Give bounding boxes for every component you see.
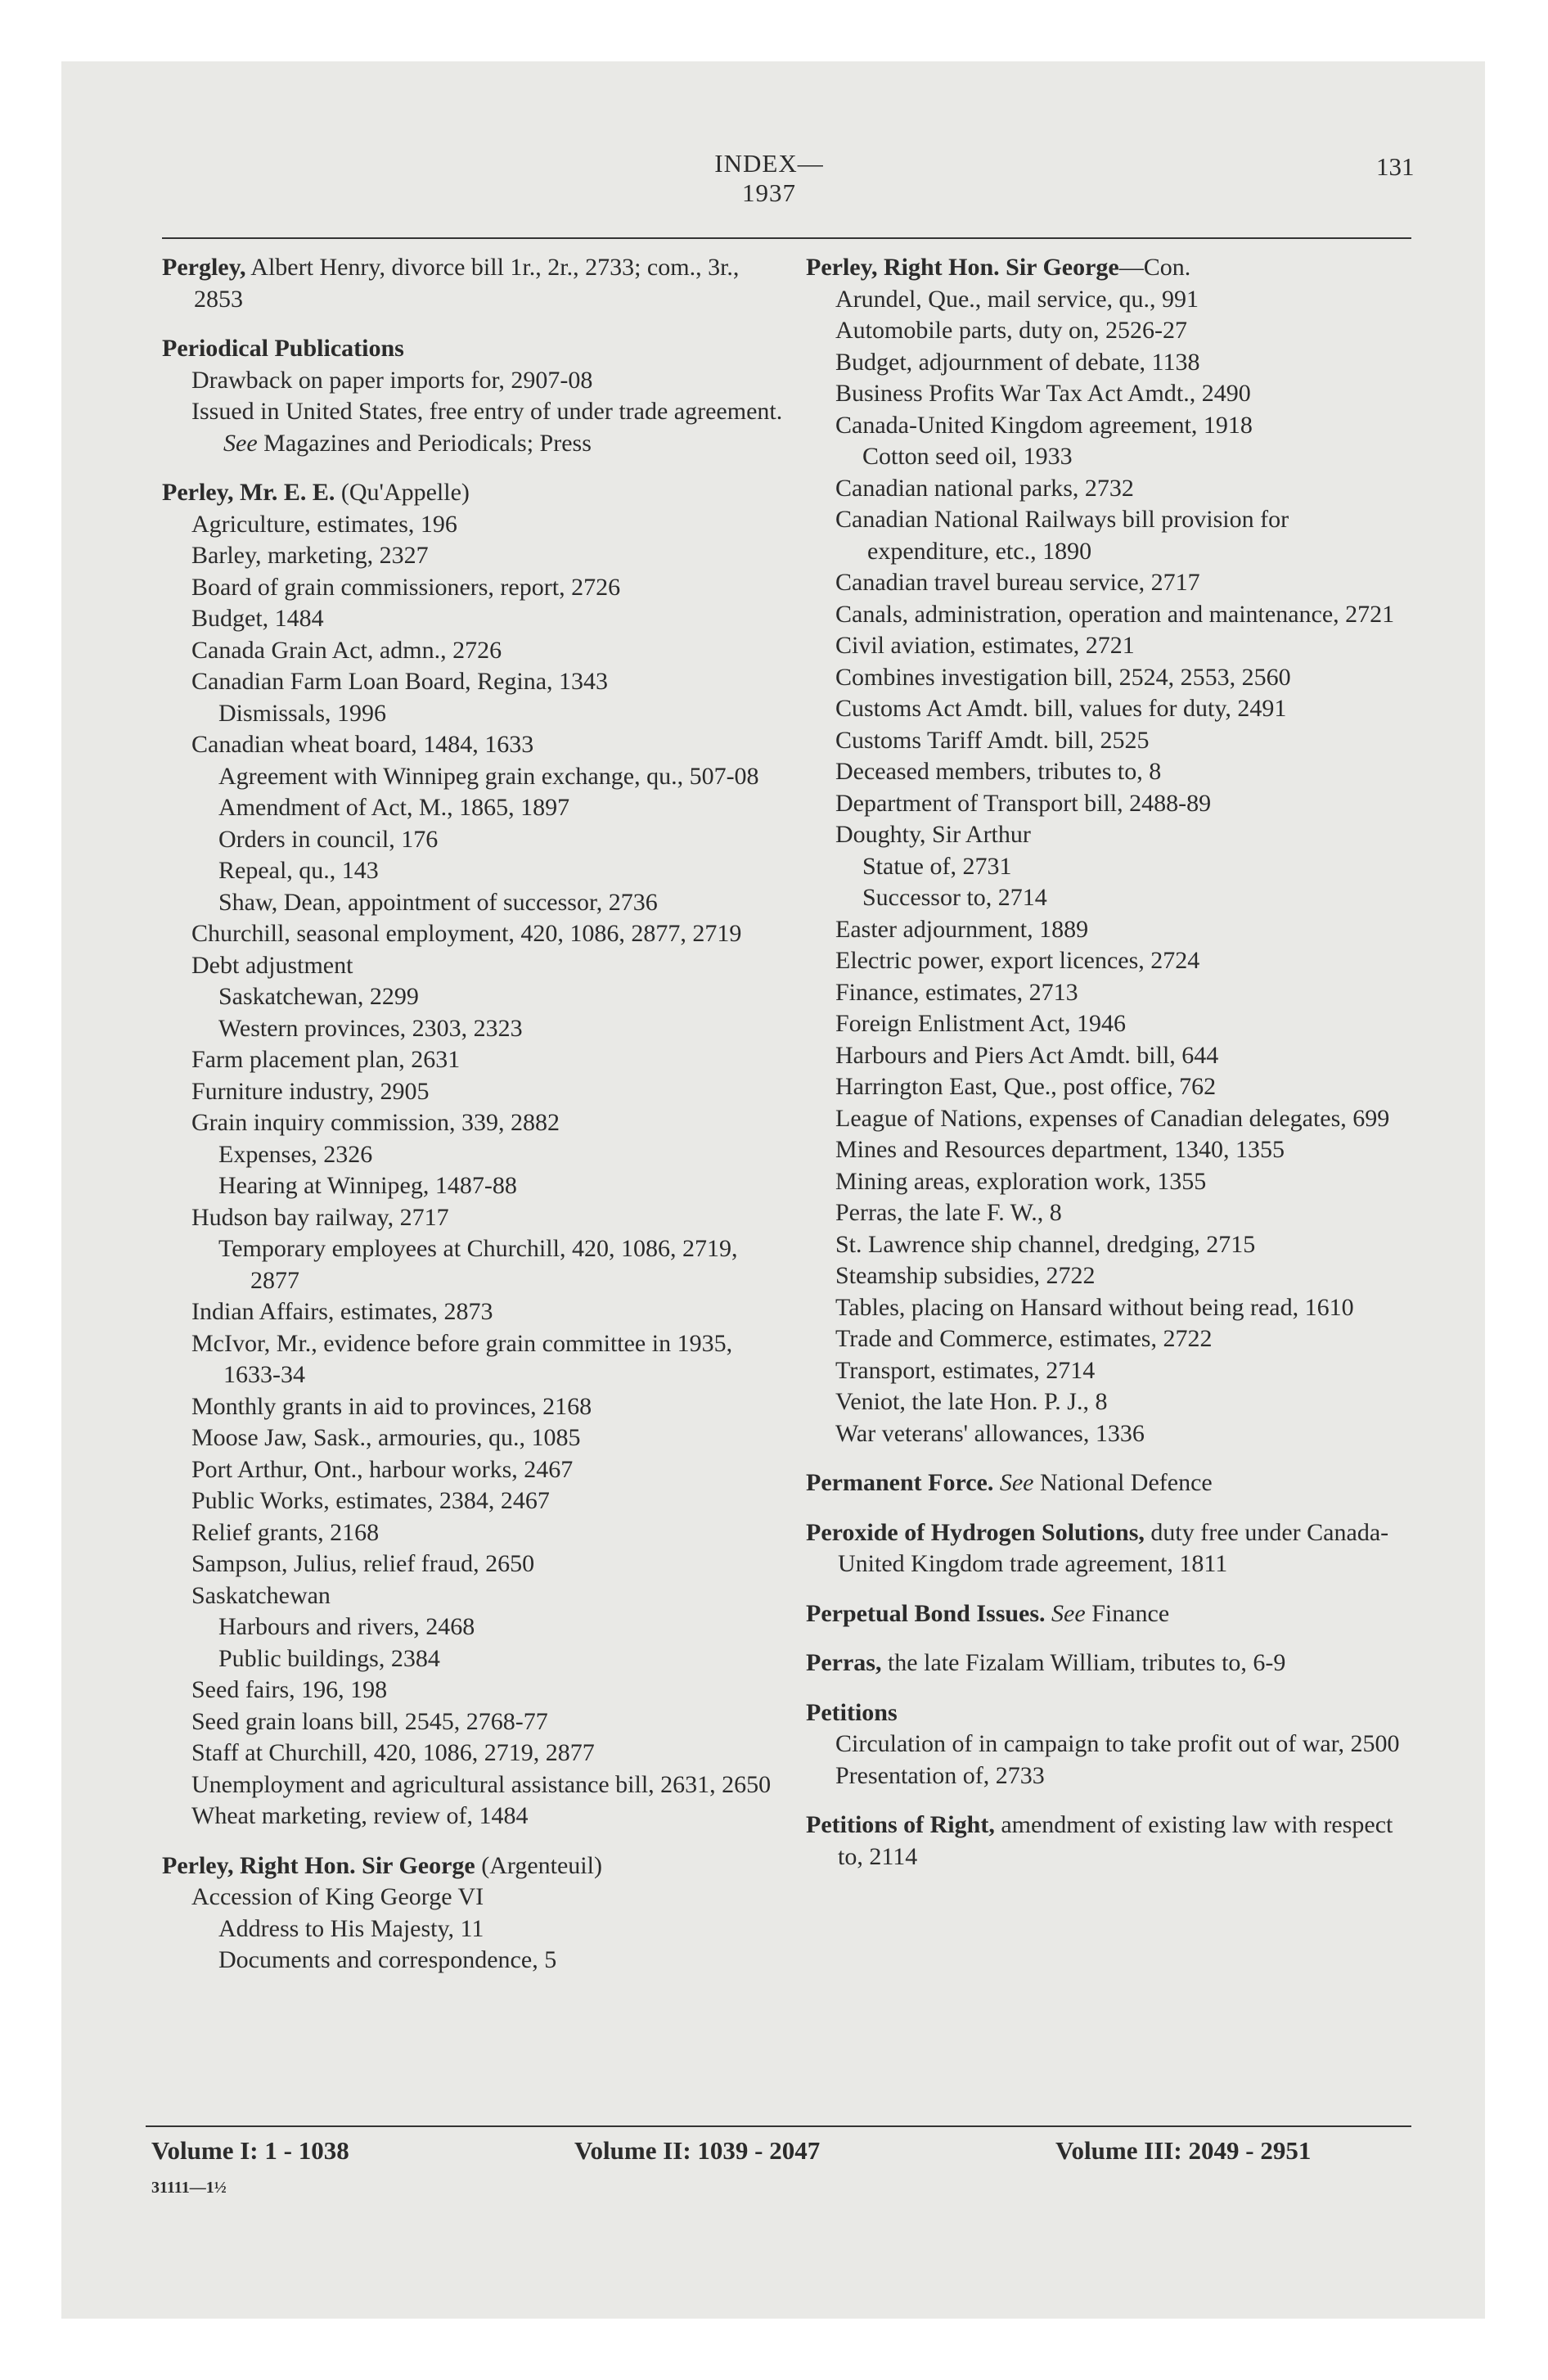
index-subentry bbox=[162, 1454, 784, 1486]
subsubentry-text: Shaw, Dean, appointment of successor, 2736 bbox=[218, 888, 658, 916]
subentry-text: Arundel, Que., mail service, qu., 991 bbox=[835, 285, 1199, 313]
index-subsubentry bbox=[162, 1913, 784, 1945]
subentry-text: Moose Jaw, Sask., armouries, qu., 1085 bbox=[191, 1424, 581, 1451]
index-subentry bbox=[806, 819, 1411, 851]
index-subsubentry bbox=[162, 1945, 784, 1977]
index-subentry bbox=[162, 1882, 784, 1913]
subentry-text: Churchill, seasonal employment, 420, 1086, 2877, 2719 bbox=[191, 920, 742, 947]
subsubentry-text: Temporary employees at Churchill, 420, 1086, 2719, 2877 bbox=[218, 1235, 738, 1294]
subentry-text: Hudson bay railway, 2717 bbox=[191, 1203, 449, 1231]
subsubentry-text: Amendment of Act, M., 1865, 1897 bbox=[218, 794, 570, 821]
subsubentry-text: Orders in council, 176 bbox=[218, 825, 439, 853]
index-subentry bbox=[806, 1355, 1411, 1387]
index-heading bbox=[806, 1697, 1411, 1729]
heading-detail: duty free under Canada-United Kingdom trade agreement, 1811 bbox=[838, 1518, 1389, 1577]
subsubentry-text: Cotton seed oil, 1933 bbox=[862, 443, 1073, 470]
subentry-text: Finance, estimates, 2713 bbox=[835, 978, 1078, 1006]
index-subentry bbox=[162, 1328, 784, 1391]
index-subentry bbox=[162, 1580, 784, 1612]
index-heading bbox=[162, 252, 784, 315]
subentry-text: Canadian wheat board, 1484, 1633 bbox=[191, 731, 534, 758]
index-subentry bbox=[162, 1076, 784, 1108]
subsubentry-text: Statue of, 2731 bbox=[862, 852, 1012, 880]
index-subsubentry bbox=[162, 761, 784, 793]
index-subsubentry bbox=[162, 1233, 784, 1296]
subentry-text: Mining areas, exploration work, 1355 bbox=[835, 1167, 1207, 1195]
index-subentry bbox=[162, 1485, 784, 1517]
index-subentry bbox=[162, 1517, 784, 1549]
subentry-text: St. Lawrence ship channel, dredging, 2715 bbox=[835, 1230, 1256, 1258]
subentry-text: Unemployment and agricultural assistance bill, 2631, 2650 bbox=[191, 1770, 772, 1798]
subentry-text: Customs Tariff Amdt. bill, 2525 bbox=[835, 726, 1150, 754]
subsubentry-text: Harbours and rivers, 2468 bbox=[218, 1613, 475, 1640]
index-subentry bbox=[806, 1040, 1411, 1072]
subentry-text: Farm placement plan, 2631 bbox=[191, 1046, 461, 1073]
see-target: Magazines and Periodicals; Press bbox=[257, 429, 592, 457]
index-heading bbox=[806, 1648, 1411, 1679]
subentry-text: Canadian Farm Loan Board, Regina, 1343 bbox=[191, 668, 609, 695]
subentry-text: Canals, administration, operation and maintenance, 2721 bbox=[835, 600, 1395, 628]
subentry-text: Budget, adjournment of debate, 1138 bbox=[835, 348, 1200, 376]
index-heading bbox=[806, 1810, 1411, 1873]
index-subsubentry bbox=[162, 1013, 784, 1045]
subsubentry-text: Address to His Majesty, 11 bbox=[218, 1914, 484, 1942]
see-reference: See bbox=[1051, 1599, 1086, 1627]
printer-signature: 31111—1½ bbox=[151, 2179, 227, 2197]
index-subentry bbox=[162, 1044, 784, 1076]
heading-detail: (Qu'Appelle) bbox=[335, 479, 470, 506]
subentry-text: Circulation of in campaign to take profit out of war, 2500 bbox=[835, 1730, 1400, 1757]
subentry-text: Debt adjustment bbox=[191, 951, 353, 979]
index-subentry bbox=[806, 725, 1411, 757]
subentry-text: Business Profits War Tax Act Amdt., 2490 bbox=[835, 380, 1251, 407]
index-subentry bbox=[162, 1801, 784, 1832]
index-subentry bbox=[162, 666, 784, 698]
subentry-text: Staff at Churchill, 420, 1086, 2719, 2877 bbox=[191, 1739, 595, 1766]
subentry-text: Public Works, estimates, 2384, 2467 bbox=[191, 1487, 550, 1514]
subentry-text: Department of Transport bill, 2488-89 bbox=[835, 789, 1212, 817]
index-subsubentry bbox=[162, 855, 784, 887]
subentry-text: Trade and Commerce, estimates, 2722 bbox=[835, 1325, 1213, 1352]
index-heading bbox=[806, 1467, 1411, 1499]
index-heading bbox=[806, 252, 1411, 284]
heading-term: Periodical Publications bbox=[162, 335, 404, 362]
subentry-text: League of Nations, expenses of Canadian delegates, 699 bbox=[835, 1104, 1390, 1132]
subsubentry-text: Public buildings, 2384 bbox=[218, 1644, 440, 1672]
index-subentry bbox=[162, 1202, 784, 1234]
index-subentry bbox=[806, 1103, 1411, 1135]
index-subsubentry bbox=[162, 1611, 784, 1643]
index-subentry bbox=[162, 1675, 784, 1706]
subentry-text: Furniture industry, 2905 bbox=[191, 1077, 430, 1105]
heading-detail: amendment of existing law with respect to, 2114 bbox=[838, 1811, 1393, 1870]
subsubentry-text: Dismissals, 1996 bbox=[218, 699, 387, 727]
index-subsubentry bbox=[162, 1170, 784, 1202]
heading-detail: the late Fizalam William, tributes to, 6-9 bbox=[881, 1649, 1286, 1676]
header-rule bbox=[162, 237, 1411, 239]
index-subentry bbox=[162, 1706, 784, 1738]
index-subentry bbox=[806, 693, 1411, 725]
index-subentry bbox=[806, 914, 1411, 946]
subentry-text: Canadian National Railways bill provision for expenditure, etc., 1890 bbox=[835, 506, 1289, 565]
subentry-text: Foreign Enlistment Act, 1946 bbox=[835, 1010, 1126, 1037]
subentry-text: Monthly grants in aid to provinces, 2168 bbox=[191, 1392, 592, 1420]
index-subentry bbox=[162, 572, 784, 604]
index-subentry bbox=[162, 1391, 784, 1423]
subentry-text: Steamship subsidies, 2722 bbox=[835, 1262, 1096, 1289]
index-subentry bbox=[162, 1296, 784, 1328]
index-subentry bbox=[806, 1323, 1411, 1355]
index-subentry bbox=[806, 1260, 1411, 1292]
index-subentry bbox=[806, 1197, 1411, 1229]
index-heading bbox=[806, 1598, 1411, 1630]
page-number: 131 bbox=[1376, 152, 1415, 181]
index-subentry bbox=[806, 1292, 1411, 1324]
heading-term: Pergley, bbox=[162, 254, 246, 281]
subentry-text: Deceased members, tributes to, 8 bbox=[835, 758, 1162, 785]
subentry-text: Sampson, Julius, relief fraud, 2650 bbox=[191, 1550, 535, 1577]
subentry-text: Canada Grain Act, admn., 2726 bbox=[191, 636, 502, 664]
subentry-text: War veterans' allowances, 1336 bbox=[835, 1419, 1145, 1447]
index-subentry bbox=[806, 977, 1411, 1009]
index-subentry bbox=[806, 1760, 1411, 1792]
subentry-text: Doughty, Sir Arthur bbox=[835, 821, 1031, 848]
subsubentry-text: Hearing at Winnipeg, 1487-88 bbox=[218, 1172, 517, 1199]
index-subentry bbox=[806, 630, 1411, 662]
heading-term: Perley, Mr. E. E. bbox=[162, 479, 335, 506]
index-subentry bbox=[806, 410, 1411, 442]
subsubentry-text: Documents and correspondence, 5 bbox=[218, 1946, 557, 1973]
index-subentry bbox=[806, 756, 1411, 788]
subentry-text: Board of grain commissioners, report, 2726 bbox=[191, 573, 621, 601]
footer-volume-2: Volume II: 1039 - 2047 bbox=[574, 2136, 821, 2165]
index-subentry bbox=[806, 567, 1411, 599]
index-heading bbox=[162, 477, 784, 509]
index-heading bbox=[806, 1517, 1411, 1580]
index-subsubentry bbox=[162, 887, 784, 919]
index-subentry bbox=[162, 603, 784, 635]
index-subentry bbox=[806, 378, 1411, 410]
index-subentry bbox=[162, 1769, 784, 1801]
subentry-text: Saskatchewan bbox=[191, 1581, 331, 1609]
index-subentry bbox=[162, 635, 784, 667]
subentry-text: Tables, placing on Hansard without being read, 1610 bbox=[835, 1293, 1354, 1321]
subentry-text: Relief grants, 2168 bbox=[191, 1518, 380, 1546]
subentry-text: Agriculture, estimates, 196 bbox=[191, 510, 457, 538]
index-subentry bbox=[806, 1008, 1411, 1040]
subentry-text: Drawback on paper imports for, 2907-08 bbox=[191, 366, 593, 394]
index-column-left bbox=[162, 252, 784, 1977]
heading-term: Petitions bbox=[806, 1698, 898, 1726]
subentry-text: Combines investigation bill, 2524, 2553, 2560 bbox=[835, 663, 1291, 691]
subentry-text: Seed fairs, 196, 198 bbox=[191, 1676, 388, 1703]
index-subentry bbox=[806, 1386, 1411, 1418]
index-subsubentry bbox=[162, 981, 784, 1013]
index-subentry bbox=[162, 540, 784, 572]
index-subsubentry bbox=[806, 851, 1411, 883]
see-reference: See bbox=[999, 1469, 1034, 1496]
index-subentry bbox=[162, 1422, 784, 1454]
index-subentry bbox=[162, 1548, 784, 1580]
subentry-text: Wheat marketing, review of, 1484 bbox=[191, 1802, 529, 1829]
index-subsubentry bbox=[162, 824, 784, 856]
index-subsubentry bbox=[162, 792, 784, 824]
see-target: Finance bbox=[1085, 1599, 1170, 1627]
index-subentry bbox=[806, 315, 1411, 347]
subentry-text: Civil aviation, estimates, 2721 bbox=[835, 632, 1135, 659]
index-subentry bbox=[162, 509, 784, 541]
index-subentry bbox=[162, 729, 784, 761]
index-subentry bbox=[162, 1107, 784, 1139]
subsubentry-text: Expenses, 2326 bbox=[218, 1140, 373, 1168]
index-subentry bbox=[806, 1229, 1411, 1261]
heading-term: Peroxide of Hydrogen Solutions, bbox=[806, 1518, 1145, 1546]
subentry-text: Easter adjournment, 1889 bbox=[835, 915, 1089, 943]
index-subentry bbox=[162, 918, 784, 950]
index-subsubentry bbox=[162, 1139, 784, 1171]
index-subentry bbox=[162, 396, 784, 459]
heading-term: Petitions of Right, bbox=[806, 1811, 995, 1838]
index-subentry bbox=[806, 284, 1411, 316]
subentry-text: Barley, marketing, 2327 bbox=[191, 542, 429, 569]
subentry-text: McIvor, Mr., evidence before grain committee in 1935, 1633-34 bbox=[191, 1329, 733, 1388]
index-subentry bbox=[806, 1418, 1411, 1450]
index-subsubentry bbox=[806, 441, 1411, 473]
subsubentry-text: Western provinces, 2303, 2323 bbox=[218, 1014, 523, 1042]
subentry-text: Transport, estimates, 2714 bbox=[835, 1356, 1096, 1384]
heading-detail: Albert Henry, divorce bill 1r., 2r., 2733; com., 3r., 2853 bbox=[194, 254, 740, 313]
subentry-text: Canada-United Kingdom agreement, 1918 bbox=[835, 411, 1253, 439]
subentry-text: Customs Act Amdt. bill, values for duty, 2491 bbox=[835, 695, 1287, 722]
index-subsubentry bbox=[806, 882, 1411, 914]
heading-term: Perley, Right Hon. Sir George bbox=[162, 1851, 475, 1879]
subentry-text: Perras, the late F. W., 8 bbox=[835, 1199, 1062, 1226]
subentry-text: Mines and Resources department, 1340, 1355 bbox=[835, 1136, 1285, 1163]
heading-detail bbox=[1046, 1600, 1052, 1627]
index-subentry bbox=[806, 599, 1411, 631]
heading-detail: —Con. bbox=[1118, 254, 1191, 281]
index-subentry bbox=[806, 662, 1411, 694]
subentry-text: Issued in United States, free entry of under trade agreement. bbox=[191, 398, 783, 425]
index-subentry bbox=[806, 1134, 1411, 1166]
subentry-text: Indian Affairs, estimates, 2873 bbox=[191, 1298, 493, 1325]
subentry-text: Harbours and Piers Act Amdt. bill, 644 bbox=[835, 1041, 1219, 1069]
subentry-text: Budget, 1484 bbox=[191, 605, 324, 632]
subentry-text: Accession of King George VI bbox=[191, 1883, 484, 1910]
heading-term: Permanent Force. bbox=[806, 1469, 994, 1496]
subentry-text: Veniot, the late Hon. P. J., 8 bbox=[835, 1388, 1108, 1415]
subentry-text: Automobile parts, duty on, 2526-27 bbox=[835, 317, 1187, 344]
index-subentry bbox=[162, 950, 784, 982]
heading-term: Perras, bbox=[806, 1649, 882, 1676]
index-subentry bbox=[162, 1738, 784, 1769]
footer-volume-1: Volume I: 1 - 1038 bbox=[151, 2136, 349, 2165]
index-subsubentry bbox=[162, 698, 784, 730]
heading-detail: (Argenteuil) bbox=[475, 1851, 602, 1879]
running-head: INDEX—1937 bbox=[714, 149, 824, 207]
subentry-text: Electric power, export licences, 2724 bbox=[835, 947, 1200, 974]
subsubentry-text: Agreement with Winnipeg grain exchange, qu., 507-08 bbox=[218, 762, 759, 790]
index-column-right bbox=[806, 252, 1411, 1873]
index-subentry bbox=[806, 1729, 1411, 1760]
footer-volume-3: Volume III: 2049 - 2951 bbox=[1055, 2136, 1312, 2165]
index-subentry bbox=[806, 347, 1411, 379]
subentry-text: Presentation of, 2733 bbox=[835, 1761, 1045, 1789]
subentry-text: Canadian national parks, 2732 bbox=[835, 474, 1134, 502]
footer-rule bbox=[146, 2125, 1411, 2127]
index-heading bbox=[162, 333, 784, 365]
index-heading bbox=[162, 1850, 784, 1882]
heading-term: Perley, Right Hon. Sir George bbox=[806, 254, 1119, 281]
index-subentry bbox=[162, 365, 784, 397]
index-subentry bbox=[806, 1166, 1411, 1198]
index-subentry bbox=[806, 945, 1411, 977]
index-subentry bbox=[806, 1071, 1411, 1103]
index-subsubentry bbox=[162, 1643, 784, 1675]
subentry-text: Grain inquiry commission, 339, 2882 bbox=[191, 1109, 560, 1136]
subentry-text: Seed grain loans bill, 2545, 2768-77 bbox=[191, 1707, 548, 1735]
see-target: National Defence bbox=[1033, 1469, 1213, 1496]
subentry-text: Harrington East, Que., post office, 762 bbox=[835, 1073, 1217, 1100]
heading-detail bbox=[993, 1469, 1000, 1496]
subsubentry-text: Repeal, qu., 143 bbox=[218, 857, 379, 884]
heading-term: Perpetual Bond Issues. bbox=[806, 1599, 1046, 1627]
index-subentry bbox=[806, 788, 1411, 820]
subentry-text: Port Arthur, Ont., harbour works, 2467 bbox=[191, 1455, 574, 1483]
see-reference: See bbox=[223, 429, 258, 457]
subsubentry-text: Saskatchewan, 2299 bbox=[218, 983, 419, 1010]
index-subentry bbox=[806, 473, 1411, 505]
subentry-text: Canadian travel bureau service, 2717 bbox=[835, 569, 1200, 596]
subsubentry-text: Successor to, 2714 bbox=[862, 884, 1047, 911]
index-subentry bbox=[806, 504, 1411, 567]
